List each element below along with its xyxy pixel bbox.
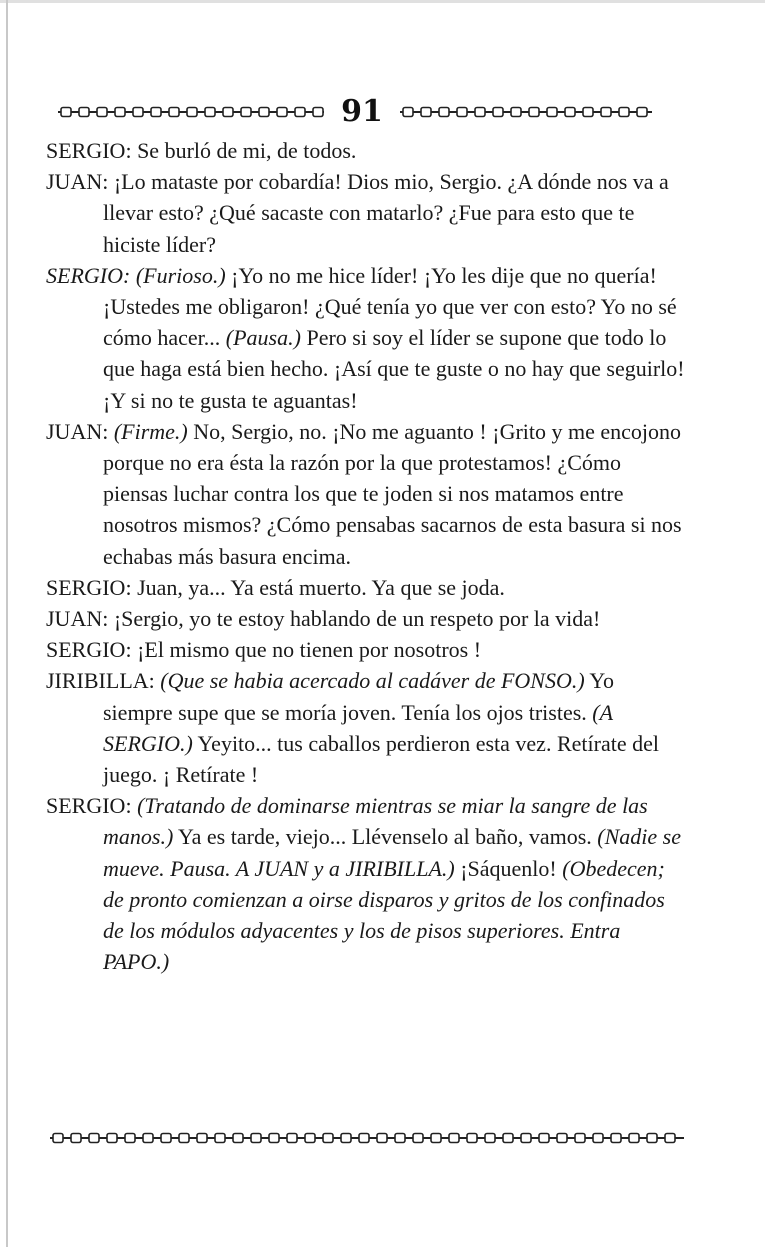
chain-ornament-right bbox=[400, 105, 652, 119]
stage-direction: (Obedecen; de pronto comienzan a oirse disparos y gritos de los confinados de los módulos adyacentes y los de pisos superiores. Entra PAPO.) bbox=[103, 855, 665, 975]
page-header bbox=[0, 92, 765, 132]
stage-direction: (Firme.) bbox=[113, 418, 188, 444]
dialogue-text: Pero si soy el líder se supone que todo lo que haga está bien hecho. ¡Así que te guste o no hay que seguirlo! ¡Y si no te gusta te aguantas! bbox=[103, 325, 685, 413]
dialogue-text: Yeyito... tus caballos perdieron esta vez. Retírate del juego. ¡ Retírate ! bbox=[103, 730, 659, 788]
speaker-name: JUAN: bbox=[46, 169, 109, 195]
page-top-edge bbox=[0, 0, 765, 3]
dialogue-text: ¡Lo mataste por cobardía! Dios mio, Sergio. ¿A dónde nos va a llevar esto? ¿Qué sacaste con matarlo? ¿Fue para esto que te hiciste líder? bbox=[103, 169, 669, 257]
speaker-name: JUAN: bbox=[46, 418, 109, 444]
speech-line bbox=[46, 260, 686, 416]
chain-ornament-footer-graphic bbox=[50, 1131, 684, 1145]
chain-ornament-left bbox=[58, 105, 324, 119]
speaker-name: JIRIBILLA: bbox=[46, 668, 155, 694]
dialogue-text: ¡Yo no me hice líder! ¡Yo les dije que no quería! ¡Ustedes me obligaron! ¿Qué tenía yo que ver con esto? Yo no sé cómo hacer... bbox=[103, 262, 677, 351]
speaker-name: SERGIO: bbox=[46, 262, 131, 288]
dialogue-text: Yo siempre supe que se moría joven. Tenía los ojos tristes. bbox=[103, 668, 615, 725]
stage-direction: (A SERGIO.) bbox=[103, 699, 613, 756]
dialogue-text: ¡El mismo que no tienen por nosotros ! bbox=[137, 637, 482, 663]
dialogue-text: Ya es tarde, viejo... Llévenselo al baño, vamos. bbox=[173, 824, 598, 850]
speech-line bbox=[46, 665, 686, 790]
dialogue-text: ¡Sáquenlo! bbox=[454, 855, 563, 881]
chain-ornament-left-graphic bbox=[58, 105, 324, 119]
speaker-name: SERGIO: bbox=[46, 793, 132, 819]
speech-line bbox=[46, 790, 686, 977]
speaker-name: SERGIO: bbox=[46, 574, 132, 600]
speech-line bbox=[46, 603, 686, 634]
chain-ornament-footer bbox=[50, 1131, 684, 1145]
speaker-name: SERGIO: bbox=[46, 138, 132, 163]
speech-line bbox=[46, 135, 686, 166]
speech-line bbox=[46, 634, 686, 665]
speaker-name: SERGIO: bbox=[46, 637, 132, 663]
speech-line bbox=[46, 572, 686, 603]
chain-ornament-right-graphic bbox=[400, 105, 652, 119]
stage-direction: (Tratando de dominarse mientras se miar la sangre de las manos.) bbox=[103, 793, 648, 850]
stage-direction: (Pausa.) bbox=[225, 325, 301, 351]
dialogue-text: ¡Sergio, yo te estoy hablando de un respeto por la vida! bbox=[113, 606, 601, 632]
speaker-name: JUAN: bbox=[46, 606, 109, 632]
stage-direction: (Que se habia acercado al cadáver de FONSO.) bbox=[160, 668, 585, 694]
speech-line bbox=[46, 416, 686, 572]
stage-direction: (Furioso.) bbox=[135, 262, 226, 288]
dialogue-text: Se burló de mi, de todos. bbox=[137, 138, 357, 163]
dialogue-text: Juan, ya... Ya está muerto. Ya que se joda. bbox=[137, 574, 505, 600]
script-text bbox=[46, 135, 686, 977]
speech-line bbox=[46, 166, 686, 260]
page-left-edge bbox=[6, 0, 8, 1247]
stage-direction: (Nadie se mueve. Pausa. A JUAN y a JIRIBILLA.) bbox=[103, 824, 681, 881]
dialogue-text: No, Sergio, no. ¡No me aguanto ! ¡Grito y me encojono porque no era ésta la razón por la que protestamos! ¿Cómo piensas luchar contra los que te joden si nos matamos entre nosotros mismos? ¿Cómo pensabas sacarnos de esta basura si nos echabas más basura encima. bbox=[103, 418, 682, 569]
page-number: 91 bbox=[341, 94, 383, 129]
